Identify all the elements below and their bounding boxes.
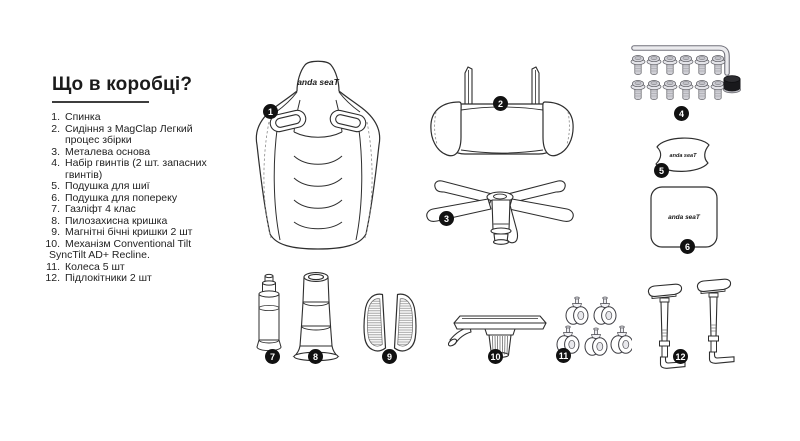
list-item-text — [65, 227, 192, 239]
list-item-line: SyncTilt AD+ Recline. — [49, 249, 150, 261]
list-item-number: 11. — [46, 260, 60, 273]
list-item — [34, 112, 207, 124]
andaseat-logo-text: anda seaT — [668, 214, 700, 221]
andaseat-logo-text: anda seaT — [669, 153, 697, 159]
page-title: Що в коробці? — [52, 74, 193, 95]
list-item — [34, 227, 207, 239]
part-2-badge: 2 — [493, 96, 508, 111]
part-7-badge: 7 — [265, 349, 280, 364]
caster-wheel — [611, 326, 632, 353]
list-item — [34, 239, 207, 262]
list-item-line: Спинка — [65, 111, 101, 123]
list-item-line: Підлокітники 2 шт — [65, 272, 152, 284]
list-item-line: Подушка для попереку — [65, 191, 178, 204]
title-underline — [52, 101, 149, 103]
plastic-cap — [723, 76, 740, 93]
part-10-badge: 10 — [488, 349, 503, 364]
list-item-number: 2. — [51, 122, 60, 135]
part-3-badge: 3 — [439, 211, 454, 226]
list-item-line: Газліфт 4 клас — [65, 203, 136, 215]
part-9-badge: 9 — [382, 349, 397, 364]
list-item-line: процес збірки — [65, 134, 132, 146]
part-6-badge: 6 — [680, 239, 695, 254]
list-item-line: Сидіння з MagClap Легкий — [65, 122, 193, 135]
part-11-badge: 11 — [556, 348, 571, 363]
caster-wheel — [585, 328, 607, 355]
backrest-illustration — [248, 58, 388, 253]
list-item-number: 1. — [51, 111, 60, 123]
list-item — [34, 124, 207, 147]
seat-illustration — [428, 64, 576, 162]
list-item-number: 5. — [51, 180, 60, 192]
list-item-line: Колеса 5 шт — [65, 260, 125, 273]
list-item-number: 3. — [51, 145, 60, 158]
list-item-number: 7. — [51, 203, 60, 215]
list-item-line: Набір гвинтів (2 шт. запасних — [65, 157, 207, 169]
armrests-illustration — [645, 278, 741, 382]
list-item-line: Магнітні бічні кришки 2 шт — [65, 226, 193, 238]
list-item — [34, 204, 207, 216]
list-item-line: гвинтів) — [65, 168, 103, 181]
list-item-text — [65, 112, 101, 124]
armrest-right — [697, 279, 734, 363]
list-item-text — [65, 124, 193, 147]
list-item-number: 4. — [51, 157, 60, 169]
part-4-badge: 4 — [674, 106, 689, 121]
list-item-text — [65, 273, 152, 285]
list-item-number: 10. — [45, 237, 60, 250]
part-1-badge: 1 — [263, 104, 278, 119]
list-item — [34, 181, 207, 193]
screw-kit-illustration — [628, 40, 752, 104]
list-item-line: Подушка для шиї — [65, 180, 150, 192]
caster-wheel — [594, 297, 616, 324]
list-item — [34, 273, 207, 285]
caster-wheel — [566, 297, 588, 324]
part-5-badge: 5 — [654, 163, 669, 178]
list-item-line: Металева основа — [65, 145, 151, 158]
list-item-text — [65, 158, 207, 181]
list-item-line: Пилозахисна кришка — [65, 214, 168, 227]
contents-list — [34, 112, 207, 285]
list-item-number: 6. — [51, 191, 60, 204]
list-item-line: Механізм Conventional Tilt — [65, 237, 192, 250]
list-item-text — [65, 204, 136, 216]
part-8-badge: 8 — [308, 349, 323, 364]
list-item-number: 8. — [51, 214, 60, 227]
list-item-number: 9. — [51, 226, 60, 238]
list-item-number: 12. — [45, 272, 60, 284]
list-item — [34, 158, 207, 181]
part-12-badge: 12 — [673, 349, 688, 364]
andaseat-logo-text: anda seaT — [297, 77, 339, 87]
screw-set — [631, 56, 725, 100]
side-cover-right — [395, 294, 417, 351]
side-cover-left — [364, 294, 386, 351]
list-item-text — [65, 181, 150, 193]
